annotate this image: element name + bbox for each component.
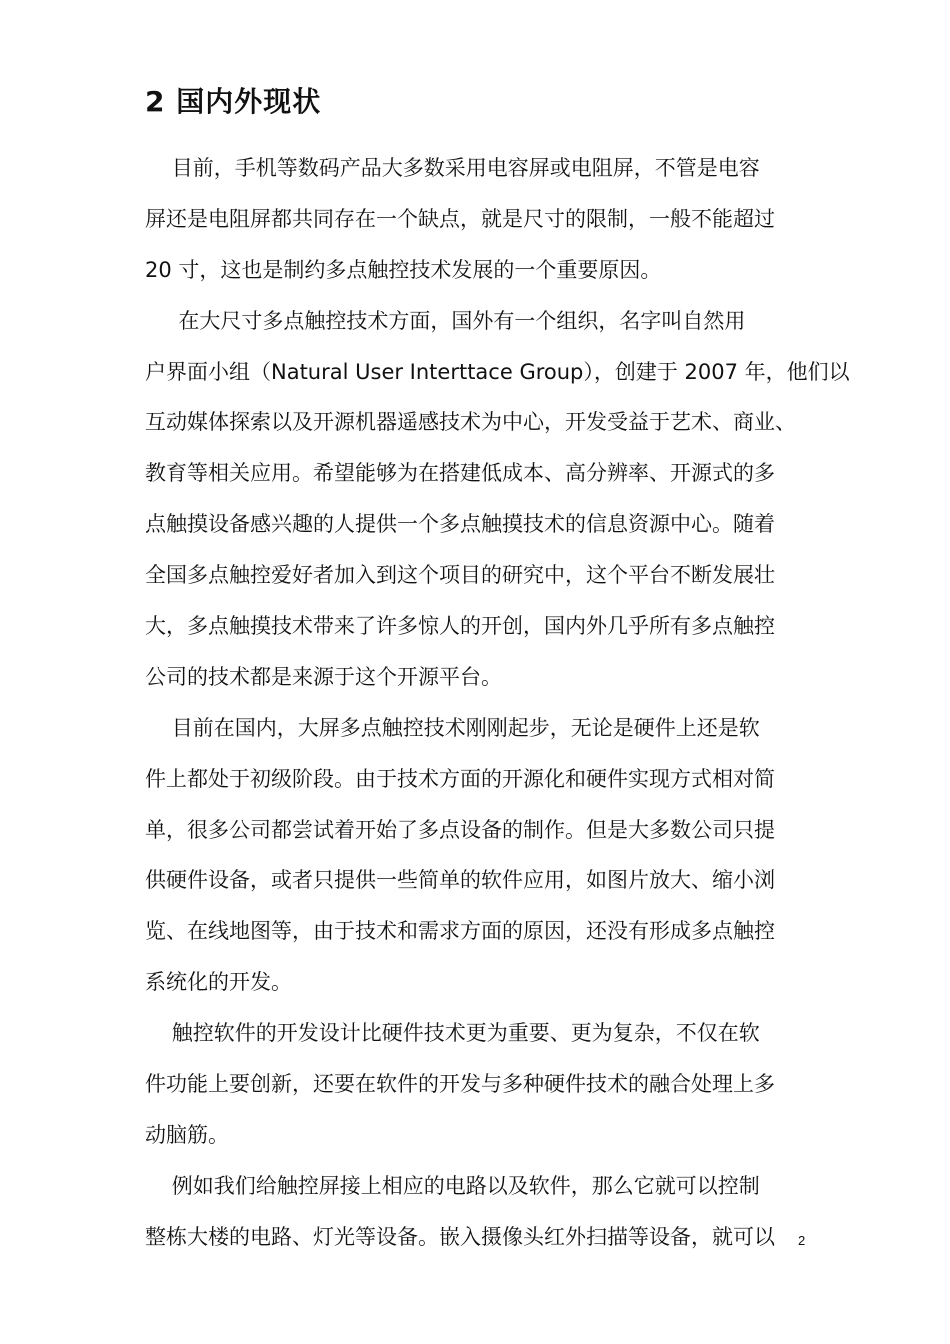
body-text <box>145 143 850 1263</box>
text-line: 全国多点触控爱好者加入到这个项目的研究中，这个平台不断发展壮 <box>145 563 775 588</box>
text-line: 件上都处于初级阶段。由于技术方面的开源化和硬件实现方式相对简 <box>145 766 775 791</box>
section-heading: 2 国内外现状 <box>145 85 322 118</box>
text-line: 在大尺寸多点触控技术方面，国外有一个组织，名字叫自然用 <box>145 308 746 333</box>
text-line: 动脑筋。 <box>145 1122 229 1147</box>
text-line: 例如我们给触控屏接上相应的电路以及软件，那么它就可以控制 <box>145 1173 760 1198</box>
text-line: 单，很多公司都尝试着开始了多点设备的制作。但是大多数公司只提 <box>145 817 775 842</box>
text-line: 触控软件的开发设计比硬件技术更为重要、更为复杂，不仅在软 <box>145 1021 760 1046</box>
text-line: 互动媒体探索以及开源机器遥感技术为中心，开发受益于艺术、商业、 <box>145 410 796 435</box>
text-line: 目前在国内，大屏多点触控技术刚刚起步，无论是硬件上还是软 <box>145 715 760 740</box>
page-number: 2 <box>798 1233 806 1248</box>
text-line: 20 寸，这也是制约多点触控技术发展的一个重要原因。 <box>145 257 662 282</box>
text-line: 大，多点触摸技术带来了许多惊人的开创，国内外几乎所有多点触控 <box>145 614 775 639</box>
paragraph-4 <box>145 1008 810 1161</box>
paragraph-2 <box>145 296 850 703</box>
text-line: 公司的技术都是来源于这个开源平台。 <box>145 664 502 689</box>
text-line: 点触摸设备感兴趣的人提供一个多点触摸技术的信息资源中心。随着 <box>145 512 775 537</box>
paragraph-3 <box>145 703 810 1008</box>
text-line: 系统化的开发。 <box>145 970 292 995</box>
text-line: 屏还是电阻屏都共同存在一个缺点，就是尺寸的限制，一般不能超过 <box>145 206 775 231</box>
text-line: 览、在线地图等，由于技术和需求方面的原因，还没有形成多点触控 <box>145 919 775 944</box>
text-line: 供硬件设备，或者只提供一些简单的软件应用，如图片放大、缩小浏 <box>145 868 775 893</box>
text-line: 户界面小组（Natural User Interttace Group），创建于 2007 年，他们以 <box>145 359 850 384</box>
text-line: 目前，手机等数码产品大多数采用电容屏或电阻屏，不管是电容 <box>145 156 760 180</box>
paragraph-5 <box>145 1161 810 1263</box>
text-line: 整栋大楼的电路、灯光等设备。嵌入摄像头红外扫描等设备，就可以 <box>145 1224 775 1249</box>
text-line: 教育等相关应用。希望能够为在搭建低成本、高分辨率、开源式的多 <box>145 461 775 486</box>
paragraph-1 <box>145 143 810 296</box>
text-line: 件功能上要创新，还要在软件的开发与多种硬件技术的融合处理上多 <box>145 1072 775 1097</box>
